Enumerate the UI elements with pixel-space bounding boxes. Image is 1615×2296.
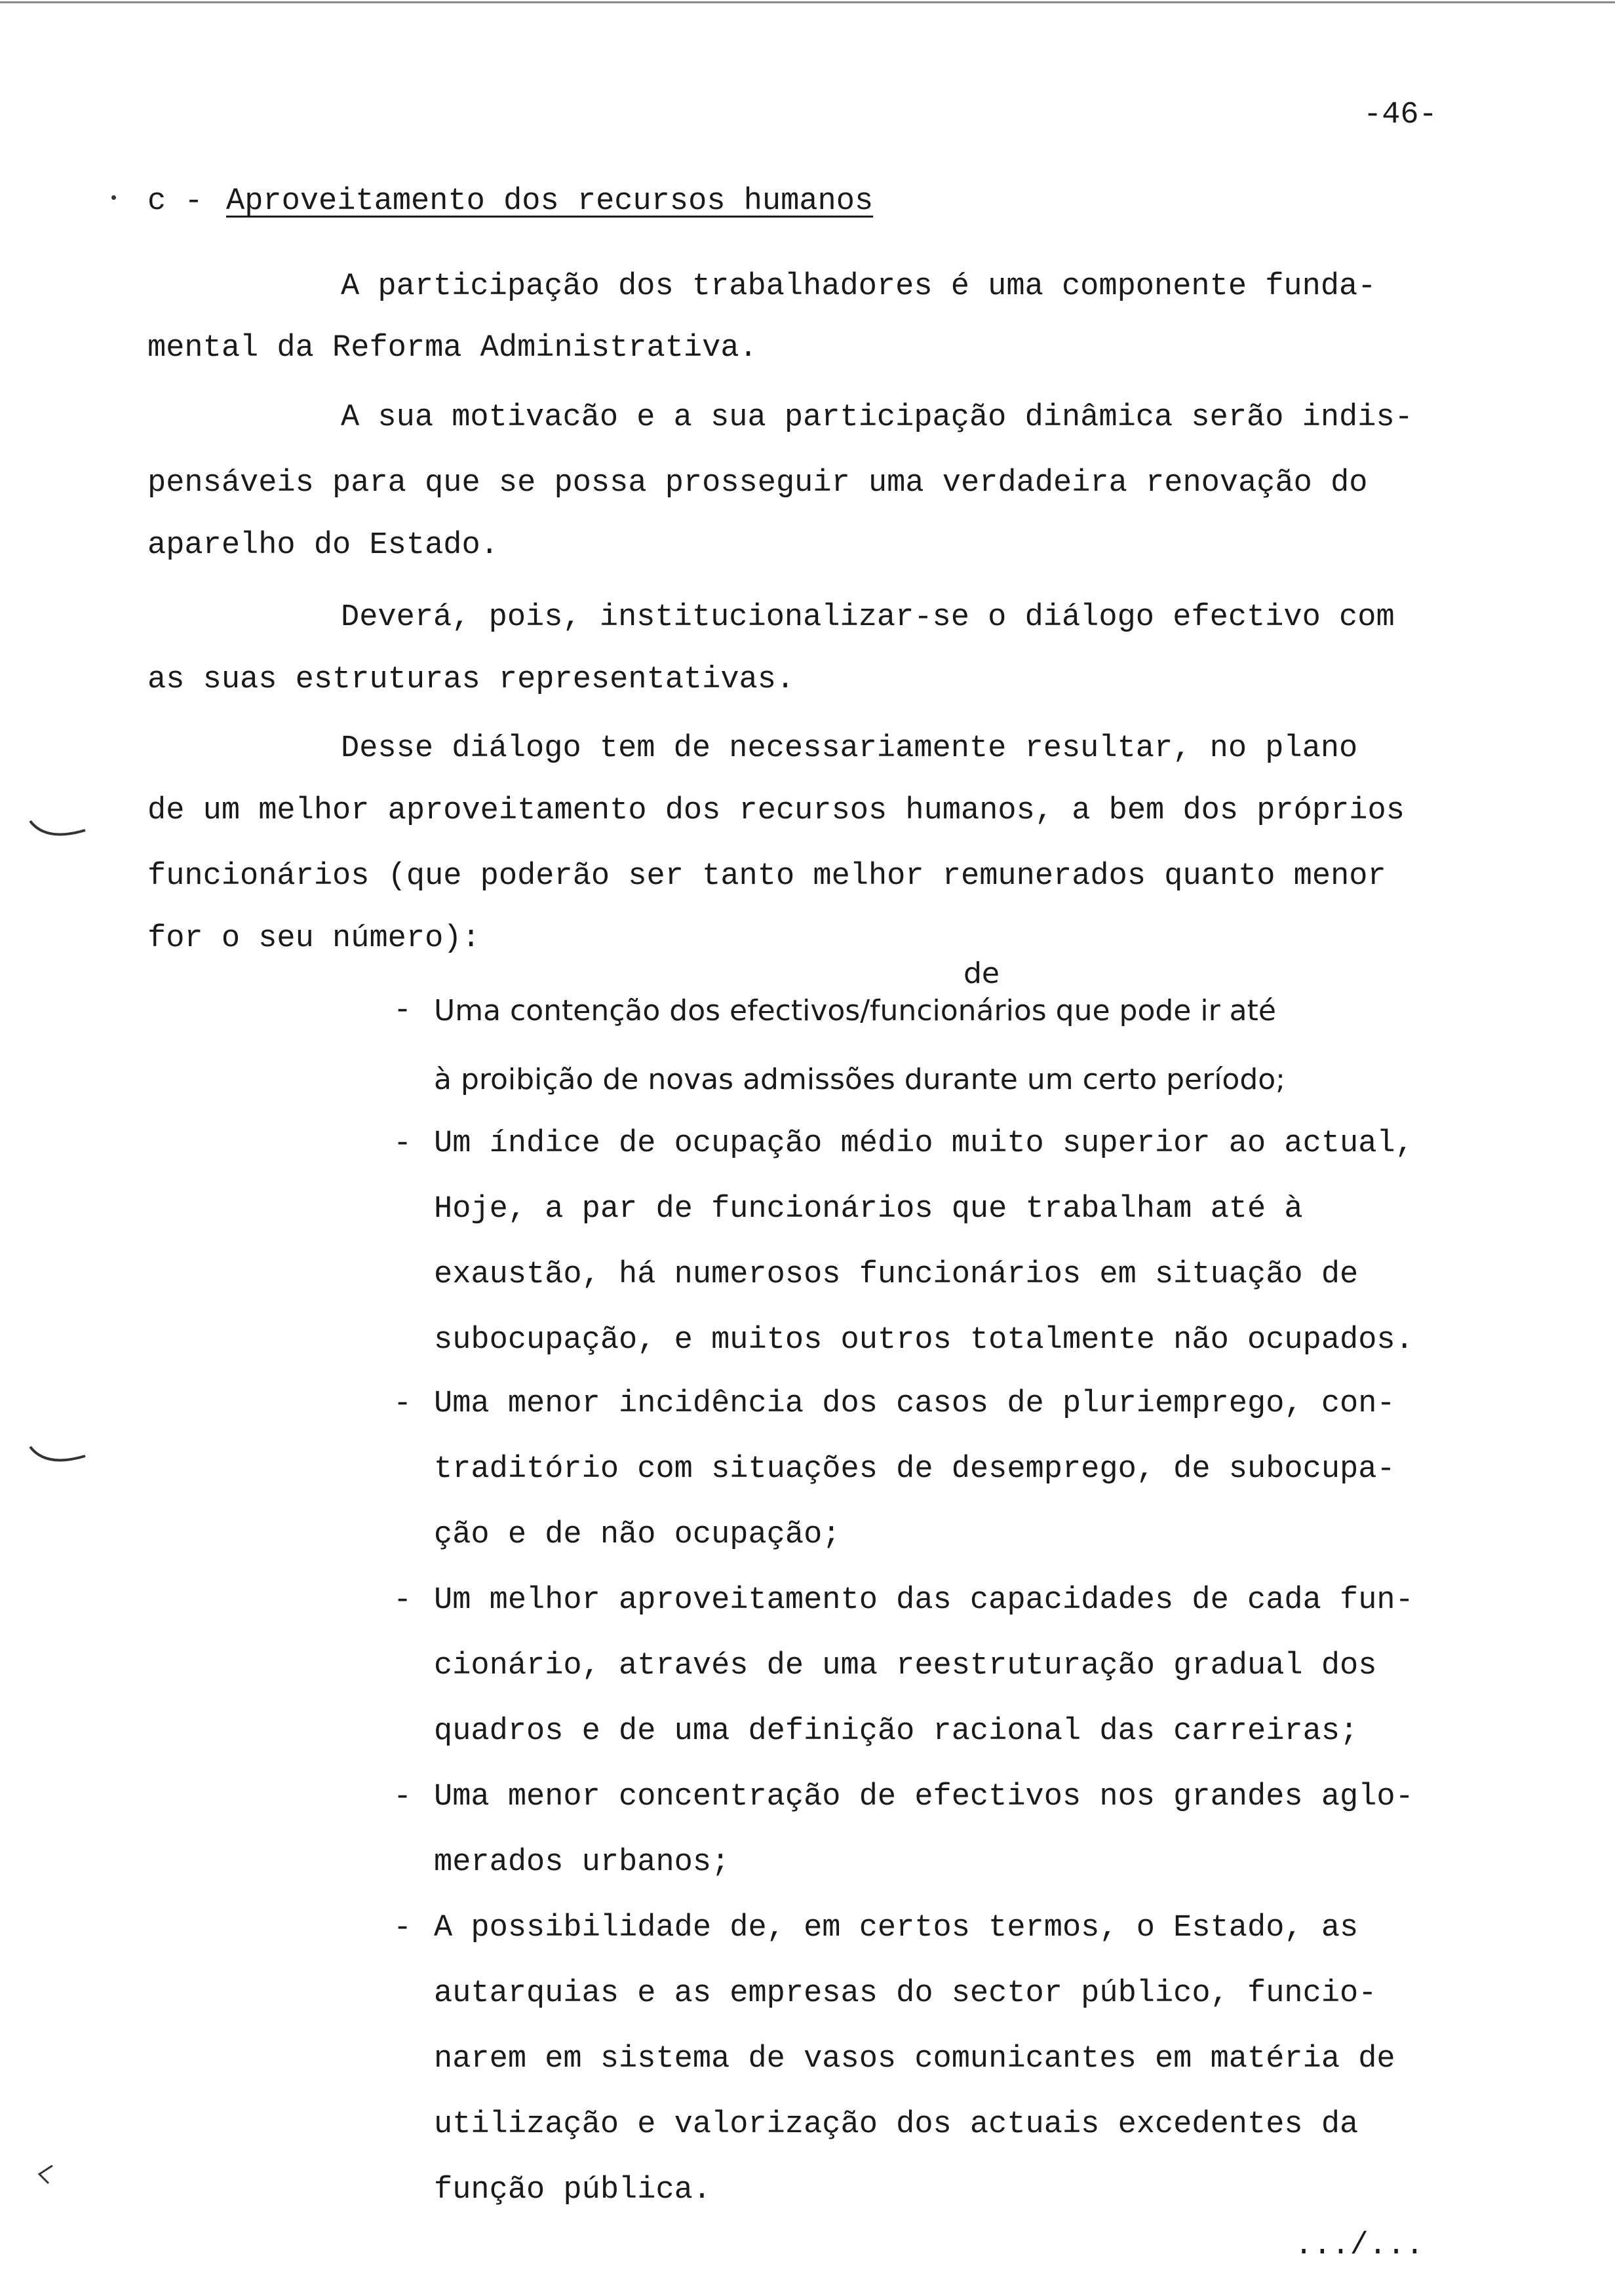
list-item-2-line-2: Hoje, a par de funcionários que trabalham até à [434, 1192, 1303, 1227]
list-item-1-line-1: Uma contenção dos efectivos/funcionários que pode ir até [434, 994, 1276, 1027]
list-item-6-line-2: autarquias e as empresas do sector público, funcio- [434, 1976, 1377, 2011]
paragraph-3-line-2: as suas estruturas representativas. [147, 662, 795, 697]
list-bullet: - [393, 993, 412, 1028]
paragraph-4-line-3: funcionários (que poderão ser tanto melhor remunerados quanto menor [147, 859, 1386, 894]
section-title: Aproveitamento dos recursos humanos [226, 184, 874, 219]
list-item-1-line-2: à proibição de novas admissões durante um certo período; [434, 1063, 1286, 1096]
list-bullet: - [393, 1583, 412, 1618]
list-item-2-line-3: exaustão, há numerosos funcionários em situação de [434, 1257, 1359, 1292]
list-item-4-line-2: cionário, através de uma reestruturação gradual dos [434, 1649, 1377, 1683]
paragraph-2-line-3: aparelho do Estado. [147, 528, 499, 563]
list-item-2-line-4: subocupação, e muitos outros totalmente não ocupados. [434, 1323, 1414, 1358]
list-item-5-line-2: merados urbanos; [434, 1845, 730, 1880]
list-item-3-line-2: traditório com situações de desemprego, de subocupa- [434, 1452, 1395, 1487]
margin-check-mark-icon [26, 816, 92, 855]
section-letter: c - [147, 184, 203, 219]
list-item-4-line-3: quadros e de uma definição racional das carreiras; [434, 1714, 1359, 1749]
list-item-6-line-3: narem em sistema de vasos comunicantes em matéria de [434, 2042, 1395, 2076]
list-bullet: - [393, 1126, 412, 1161]
margin-check-mark-icon [26, 1442, 92, 1481]
paragraph-2-line-1: A sua motivacão e a sua participação dinâmica serão indis- [341, 400, 1413, 435]
paragraph-4-line-4: for o seu número): [147, 921, 480, 956]
list-item-6-line-5: função pública. [434, 2173, 712, 2208]
list-item-2-line-1: Um índice de ocupação médio muito superior ao actual, [434, 1126, 1414, 1161]
list-item-6-line-4: utilização e valorização dos actuais excedentes da [434, 2107, 1359, 2142]
scan-speck [111, 195, 116, 200]
paragraph-1-line-2: mental da Reforma Administrativa. [147, 331, 758, 366]
list-bullet: - [393, 1387, 412, 1421]
handwritten-insertion: de [963, 957, 1000, 990]
list-item-5-line-1: Uma menor concentração de efectivos nos grandes aglo- [434, 1780, 1414, 1814]
margin-tick-icon [33, 2162, 59, 2189]
scan-top-border [0, 1, 1615, 3]
page-number: -46- [1363, 98, 1437, 132]
continuation-marker: .../... [1294, 2229, 1424, 2263]
list-item-4-line-1: Um melhor aproveitamento das capacidades de cada fun- [434, 1583, 1414, 1618]
list-item-3-line-1: Uma menor incidência dos casos de pluriemprego, con- [434, 1387, 1395, 1421]
paragraph-3-line-1: Deverá, pois, institucionalizar-se o diálogo efectivo com [341, 600, 1395, 635]
list-bullet: - [393, 1780, 412, 1814]
paragraph-1-line-1: A participação dos trabalhadores é uma componente funda- [341, 269, 1376, 304]
list-item-6-line-1: A possibilidade de, em certos termos, o Estado, as [434, 1911, 1359, 1945]
paragraph-4-line-1: Desse diálogo tem de necessariamente resultar, no plano [341, 731, 1358, 766]
paragraph-2-line-2: pensáveis para que se possa prosseguir uma verdadeira renovação do [147, 466, 1368, 501]
paragraph-4-line-2: de um melhor aproveitamento dos recursos humanos, a bem dos próprios [147, 794, 1405, 828]
list-bullet: - [393, 1911, 412, 1945]
list-item-3-line-3: ção e de não ocupação; [434, 1518, 841, 1552]
